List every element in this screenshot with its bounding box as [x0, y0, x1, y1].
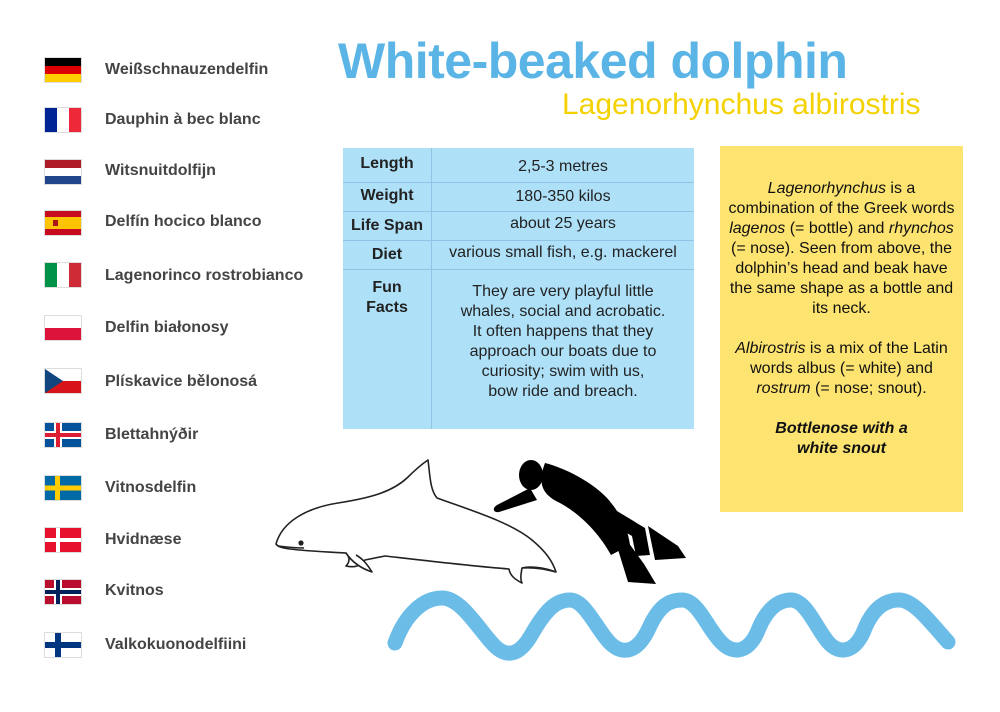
language-name: Delfin białonosy	[105, 319, 229, 336]
language-name: Witsnuitdolfijn	[105, 162, 216, 179]
fact-value: 2,5-3 metres	[518, 158, 608, 175]
fact-label-line: Fun	[372, 279, 402, 296]
language-name: Vitnosdelfin	[105, 479, 197, 496]
term: lagenos	[729, 220, 786, 237]
funfact-line: approach our boats due to	[469, 343, 657, 360]
funfact-line: It often happens that they	[472, 323, 654, 340]
funfact-line: curiosity; swim with us,	[481, 363, 645, 380]
dolphin-illustration	[276, 460, 556, 583]
text: is a mix of the Latin words albus (= white) and	[750, 340, 948, 377]
fact-label-line: Facts	[366, 299, 408, 316]
text: is a combination of the Greek words	[728, 180, 955, 217]
language-name: Valkokuonodelfiini	[105, 636, 247, 653]
fact-value: about 25 years	[510, 215, 616, 232]
text: (= nose). Seen from above, the dolphin’s head and beak have the same shape as a bottle and its neck.	[729, 240, 954, 317]
language-name: Dauphin à bec blanc	[105, 111, 261, 128]
wave-decoration	[395, 598, 948, 653]
language-name: Lagenorinco rostrobianco	[105, 267, 304, 284]
language-name: Blettahnýðir	[105, 426, 199, 443]
fact-label: Length	[360, 155, 414, 172]
funfact-line: bow ride and breach.	[488, 383, 638, 400]
tagline-line: white snout	[797, 440, 886, 457]
fact-label: Weight	[360, 187, 414, 204]
fact-value: 180-350 kilos	[515, 188, 611, 205]
fact-value: various small fish, e.g. mackerel	[449, 244, 677, 261]
term: rostrum	[756, 380, 811, 397]
fact-label: Diet	[371, 246, 403, 263]
language-name: Hvidnæse	[105, 531, 182, 548]
term: rhynchos	[888, 220, 954, 237]
funfact-line: They are very playful little	[472, 283, 654, 300]
page-title: White-beaked dolphin	[338, 33, 848, 89]
scientific-name: Lagenorhynchus albirostris	[562, 88, 921, 121]
term: Lagenorhynchus	[767, 180, 886, 197]
language-name: Plískavice bělonosá	[105, 373, 258, 390]
funfact-line: whales, social and acrobatic.	[460, 303, 666, 320]
language-name: Kvitnos	[105, 582, 164, 599]
text: (= nose; snout).	[810, 380, 927, 397]
text: (= bottle) and	[785, 220, 889, 237]
fact-label: Life Span	[350, 217, 423, 234]
language-name: Weißschnauzendelfin	[105, 61, 269, 78]
tagline-line: Bottlenose with a	[775, 420, 908, 437]
language-name: Delfín hocico blanco	[105, 213, 262, 230]
term: Albirostris	[735, 340, 806, 357]
